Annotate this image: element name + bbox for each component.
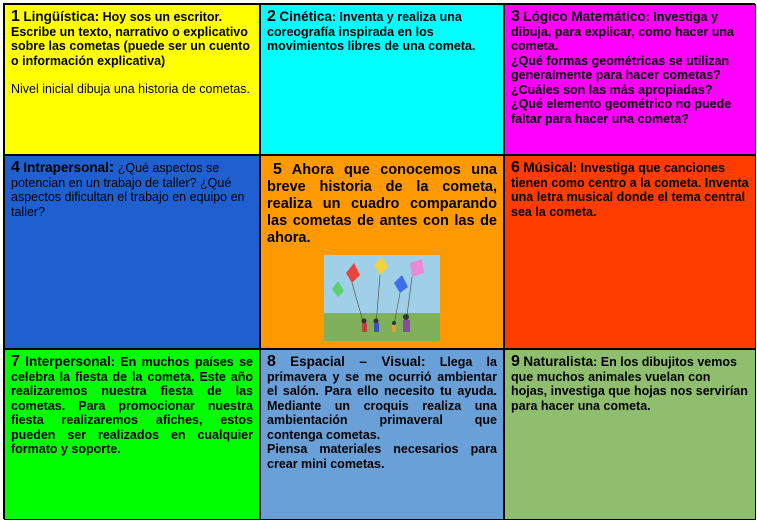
multiple-intelligences-table: [3, 3, 755, 519]
cell-text: ¿Qué aspectos se potencian en un trabajo de taller? ¿Qué aspectos dificultan el trabajo en equipo en taller?: [11, 161, 245, 219]
cell-number: 3: [511, 8, 520, 25]
cell-musical: [504, 155, 756, 349]
cell-text: : En muchos países se celebra la fiesta de la cometa. Este año realizaremos nuestra fiesta de las cometas. Para promocionar nuestra fiesta realizaremos afiches, estos pueden ser realizados en cualquier formato y soporte.: [11, 355, 253, 456]
cell-text: Hoy sos un escritor. Escribe un texto, narrativo o explicativo sobre las cometas (puede ser un cuento o información explicativa): [11, 10, 250, 68]
cell-number: 9: [511, 353, 520, 370]
cell-extra: Piensa materiales necesarios para crear mini cometas.: [267, 442, 497, 471]
cell-title: Espacial – Visual:: [290, 354, 426, 369]
cell-linguistica: [4, 4, 260, 155]
cell-cinetica: [260, 4, 504, 155]
cell-text: : Investiga y dibuja, para explicar, como hacer una cometa.: [511, 10, 734, 53]
cell-title: Cinética: [279, 9, 332, 24]
cell-number: 1: [11, 8, 20, 25]
cell-naturalista: [504, 349, 756, 520]
cell-center: [260, 155, 504, 349]
cell-logico-matematico: [504, 4, 756, 155]
cell-intrapersonal: [4, 155, 260, 349]
cell-number: 5: [273, 161, 282, 178]
cell-title: Naturalista: [523, 354, 594, 369]
cell-question: ¿Qué formas geométricas se utilizan generalmente para hacer cometas?: [511, 53, 730, 82]
cell-number: 8: [267, 353, 276, 370]
cell-title: Lógico Matemático: [523, 9, 646, 24]
cell-interpersonal: [4, 349, 260, 520]
cell-extra: Nivel inicial dibuja una historia de cometas.: [11, 82, 251, 96]
cell-number: 7: [11, 353, 20, 370]
kites-illustration: [324, 255, 440, 341]
cell-number: 6: [511, 159, 520, 176]
cell-question: ¿Cuáles son las más apropiadas?: [511, 82, 713, 97]
cell-colon: :: [108, 159, 115, 176]
cell-text: : En los dibujitos vemos que muchos animales vuelan con hojas, investiga que hojas nos servirían para hacer una cometa.: [511, 355, 748, 413]
cell-text: : Investiga que canciones tienen como centro a la cometa. Inventa una letra musical donde el tema central sea la cometa.: [511, 161, 749, 219]
cell-text: Ahora que conocemos una breve historia de la cometa, realiza un cuadro comparando las cometas de antes con las de ahora.: [267, 162, 497, 246]
cell-espacial-visual: [260, 349, 504, 520]
cell-number: 2: [267, 8, 276, 25]
cell-title: Lingüística:: [23, 9, 100, 24]
cell-text: Llega la primavera y se me ocurrió ambientar el salón. Para ello necesito tu ayuda. Mediante un croquis realiza una ambientación primaveral que contenga cometas.: [267, 355, 497, 442]
cell-title: Interpersonal: [25, 354, 111, 369]
cell-number: 4: [11, 159, 20, 176]
cell-text: : Inventa y realiza una coreografía inspirada en los movimientos libres de una cometa.: [267, 10, 476, 53]
cell-question: ¿Qué elemento geométrico no puede faltar para hacer una cometa?: [511, 97, 732, 126]
cell-title: Intrapersonal: [23, 160, 109, 175]
cell-title: Músical: [523, 160, 573, 175]
